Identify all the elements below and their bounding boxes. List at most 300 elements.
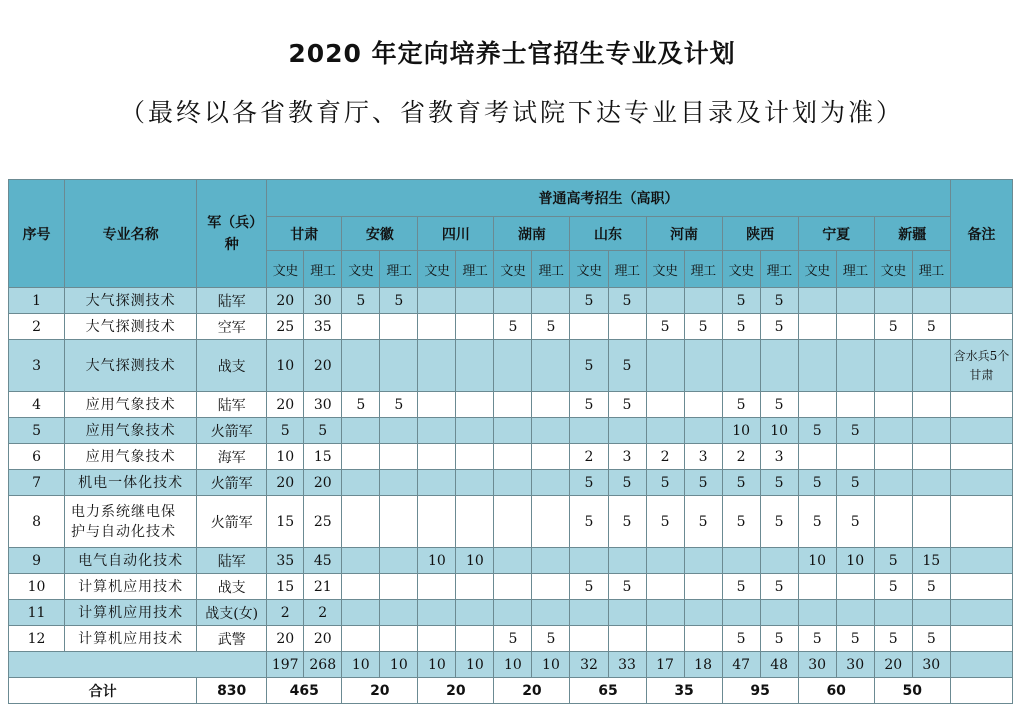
row-quota-cell xyxy=(456,444,494,470)
subtotal-cell: 47 xyxy=(722,652,760,678)
row-quota-cell: 5 xyxy=(760,496,798,548)
row-branch: 空军 xyxy=(197,314,267,340)
row-gansu-li: 2 xyxy=(304,600,342,626)
header-seq: 序号 xyxy=(9,180,65,288)
total-province: 60 xyxy=(798,678,874,704)
row-quota-cell: 5 xyxy=(912,574,950,600)
header-subject-li: 理工 xyxy=(456,251,494,288)
row-quota-cell: 5 xyxy=(722,496,760,548)
row-quota-cell xyxy=(494,574,532,600)
row-remark xyxy=(950,314,1012,340)
row-quota-cell xyxy=(608,548,646,574)
row-quota-cell: 5 xyxy=(570,496,608,548)
subtotal-cell: 32 xyxy=(570,652,608,678)
row-gansu-wen: 20 xyxy=(267,470,304,496)
row-quota-cell xyxy=(646,548,684,574)
row-remark: 含水兵5个甘肃 xyxy=(950,340,1012,392)
row-gansu-wen: 20 xyxy=(267,288,304,314)
row-quota-cell xyxy=(494,470,532,496)
row-quota-cell xyxy=(722,548,760,574)
row-quota-cell xyxy=(646,600,684,626)
row-quota-cell xyxy=(494,288,532,314)
row-quota-cell xyxy=(380,574,418,600)
page-title: 2020 年定向培养士官招生专业及计划 xyxy=(288,39,736,68)
row-major-name: 机电一体化技术 xyxy=(65,470,197,496)
row-quota-cell xyxy=(418,496,456,548)
row-quota-cell: 5 xyxy=(380,288,418,314)
row-quota-cell xyxy=(798,314,836,340)
row-quota-cell xyxy=(646,392,684,418)
row-quota-cell xyxy=(342,470,380,496)
row-quota-cell xyxy=(874,418,912,444)
subtotal-cell: 30 xyxy=(798,652,836,678)
row-major-name: 电气自动化技术 xyxy=(65,548,197,574)
row-quota-cell xyxy=(494,600,532,626)
row-remark xyxy=(950,418,1012,444)
total-gansu: 465 xyxy=(267,678,342,704)
row-branch: 火箭军 xyxy=(197,496,267,548)
row-quota-cell: 5 xyxy=(874,574,912,600)
subtotal-cell: 33 xyxy=(608,652,646,678)
header-subject-li: 理工 xyxy=(608,251,646,288)
row-seq: 12 xyxy=(9,626,65,652)
row-quota-cell: 5 xyxy=(798,496,836,548)
row-quota-cell xyxy=(570,600,608,626)
row-quota-cell xyxy=(418,444,456,470)
row-major-name: 大气探测技术 xyxy=(65,288,197,314)
row-quota-cell xyxy=(684,418,722,444)
row-quota-cell xyxy=(380,418,418,444)
header-subject-wen: 文史 xyxy=(418,251,456,288)
row-branch: 火箭军 xyxy=(197,418,267,444)
row-quota-cell xyxy=(570,314,608,340)
row-quota-cell xyxy=(532,496,570,548)
table-row xyxy=(9,444,1013,470)
header-subject-li: 理工 xyxy=(380,251,418,288)
row-quota-cell xyxy=(418,574,456,600)
row-quota-cell: 10 xyxy=(722,418,760,444)
row-remark xyxy=(950,626,1012,652)
row-quota-cell xyxy=(684,340,722,392)
header-subject-wen: 文史 xyxy=(570,251,608,288)
subtotal-cell: 10 xyxy=(494,652,532,678)
subtotal-cell: 30 xyxy=(836,652,874,678)
row-quota-cell: 5 xyxy=(722,470,760,496)
row-quota-cell: 5 xyxy=(912,314,950,340)
row-quota-cell: 5 xyxy=(760,470,798,496)
row-gansu-li: 5 xyxy=(304,418,342,444)
total-province: 50 xyxy=(874,678,950,704)
row-quota-cell xyxy=(532,444,570,470)
row-seq: 5 xyxy=(9,418,65,444)
row-quota-cell xyxy=(532,574,570,600)
row-quota-cell: 5 xyxy=(722,392,760,418)
row-seq: 7 xyxy=(9,470,65,496)
row-quota-cell: 5 xyxy=(874,626,912,652)
row-quota-cell: 5 xyxy=(608,288,646,314)
row-quota-cell xyxy=(684,600,722,626)
header-remark: 备注 xyxy=(950,180,1012,288)
row-quota-cell xyxy=(456,314,494,340)
row-quota-cell xyxy=(798,288,836,314)
row-quota-cell xyxy=(532,392,570,418)
row-quota-cell: 5 xyxy=(494,626,532,652)
subtotal-gansu-li: 268 xyxy=(304,652,342,678)
subtotal-cell: 10 xyxy=(342,652,380,678)
row-quota-cell: 5 xyxy=(646,470,684,496)
table-row xyxy=(9,288,1013,314)
row-gansu-wen: 5 xyxy=(267,418,304,444)
row-branch: 陆军 xyxy=(197,392,267,418)
row-quota-cell xyxy=(456,496,494,548)
table-row xyxy=(9,418,1013,444)
header-province: 陕西 xyxy=(722,217,798,251)
row-quota-cell xyxy=(912,340,950,392)
row-branch: 陆军 xyxy=(197,548,267,574)
row-quota-cell xyxy=(836,340,874,392)
row-quota-cell: 5 xyxy=(874,314,912,340)
row-gansu-li: 15 xyxy=(304,444,342,470)
table-row xyxy=(9,574,1013,600)
row-quota-cell xyxy=(532,470,570,496)
row-quota-cell xyxy=(912,288,950,314)
header-subject-li: 理工 xyxy=(912,251,950,288)
header-subject-li: 理工 xyxy=(532,251,570,288)
row-branch: 陆军 xyxy=(197,288,267,314)
total-province: 20 xyxy=(494,678,570,704)
header-province: 新疆 xyxy=(874,217,950,251)
row-quota-cell xyxy=(532,548,570,574)
row-quota-cell xyxy=(456,574,494,600)
row-quota-cell xyxy=(684,288,722,314)
header-province: 宁夏 xyxy=(798,217,874,251)
table-body xyxy=(9,288,1013,704)
row-seq: 4 xyxy=(9,392,65,418)
total-province: 65 xyxy=(570,678,646,704)
total-remark-empty xyxy=(950,678,1012,704)
header-province: 湖南 xyxy=(494,217,570,251)
row-quota-cell: 5 xyxy=(532,314,570,340)
header-group: 普通高考招生（高职） xyxy=(267,180,951,217)
table-row xyxy=(9,600,1013,626)
header-subject-li: 理工 xyxy=(836,251,874,288)
row-quota-cell: 5 xyxy=(722,288,760,314)
row-quota-cell: 10 xyxy=(456,548,494,574)
row-gansu-li: 30 xyxy=(304,288,342,314)
row-quota-cell xyxy=(798,444,836,470)
row-quota-cell: 5 xyxy=(836,470,874,496)
row-seq: 3 xyxy=(9,340,65,392)
total-province: 95 xyxy=(722,678,798,704)
row-quota-cell xyxy=(418,392,456,418)
enrollment-plan-table xyxy=(8,179,1013,704)
header-subject-wen: 文史 xyxy=(646,251,684,288)
row-quota-cell xyxy=(912,600,950,626)
row-quota-cell xyxy=(836,574,874,600)
row-quota-cell xyxy=(874,340,912,392)
row-quota-cell xyxy=(646,340,684,392)
row-quota-cell xyxy=(342,340,380,392)
row-quota-cell: 5 xyxy=(836,626,874,652)
row-quota-cell: 5 xyxy=(722,626,760,652)
row-quota-cell: 2 xyxy=(646,444,684,470)
row-quota-cell: 3 xyxy=(760,444,798,470)
row-quota-cell xyxy=(646,418,684,444)
row-quota-cell xyxy=(760,340,798,392)
row-quota-cell: 5 xyxy=(798,418,836,444)
row-quota-cell: 5 xyxy=(342,392,380,418)
row-quota-cell xyxy=(380,444,418,470)
row-quota-cell xyxy=(456,288,494,314)
row-quota-cell xyxy=(418,418,456,444)
row-quota-cell: 10 xyxy=(418,548,456,574)
row-quota-cell: 5 xyxy=(760,288,798,314)
row-quota-cell: 2 xyxy=(722,444,760,470)
row-quota-cell xyxy=(836,444,874,470)
row-quota-cell xyxy=(874,444,912,470)
row-quota-cell: 10 xyxy=(836,548,874,574)
row-quota-cell xyxy=(912,418,950,444)
row-quota-cell xyxy=(342,314,380,340)
row-quota-cell: 5 xyxy=(684,470,722,496)
subtotal-cell: 10 xyxy=(456,652,494,678)
row-branch: 战支(女) xyxy=(197,600,267,626)
row-quota-cell xyxy=(494,340,532,392)
row-quota-cell xyxy=(532,418,570,444)
header-subject-wen: 文史 xyxy=(722,251,760,288)
table-row xyxy=(9,392,1013,418)
row-branch: 海军 xyxy=(197,444,267,470)
row-quota-cell xyxy=(722,340,760,392)
row-remark xyxy=(950,470,1012,496)
row-branch: 战支 xyxy=(197,340,267,392)
row-quota-cell xyxy=(874,600,912,626)
row-gansu-li: 20 xyxy=(304,470,342,496)
row-quota-cell xyxy=(456,600,494,626)
table-row xyxy=(9,548,1013,574)
row-quota-cell: 5 xyxy=(380,392,418,418)
row-quota-cell xyxy=(380,626,418,652)
row-quota-cell xyxy=(760,548,798,574)
row-quota-cell xyxy=(456,392,494,418)
row-quota-cell: 5 xyxy=(836,496,874,548)
row-gansu-wen: 35 xyxy=(267,548,304,574)
row-quota-cell xyxy=(836,392,874,418)
row-quota-cell: 5 xyxy=(570,574,608,600)
row-gansu-wen: 20 xyxy=(267,392,304,418)
row-quota-cell: 5 xyxy=(874,548,912,574)
row-quota-cell: 5 xyxy=(760,574,798,600)
row-quota-cell xyxy=(608,600,646,626)
subtotal-cell: 30 xyxy=(912,652,950,678)
row-major-name: 大气探测技术 xyxy=(65,314,197,340)
row-quota-cell: 5 xyxy=(608,340,646,392)
row-gansu-li: 45 xyxy=(304,548,342,574)
row-remark xyxy=(950,288,1012,314)
row-quota-cell xyxy=(798,392,836,418)
header-province: 甘肃 xyxy=(267,217,342,251)
total-province: 20 xyxy=(342,678,418,704)
header-subject-wen: 文史 xyxy=(267,251,304,288)
row-quota-cell xyxy=(342,548,380,574)
row-gansu-li: 25 xyxy=(304,496,342,548)
row-quota-cell: 5 xyxy=(760,392,798,418)
row-gansu-li: 30 xyxy=(304,392,342,418)
row-seq: 1 xyxy=(9,288,65,314)
row-quota-cell xyxy=(380,496,418,548)
row-quota-cell: 5 xyxy=(684,314,722,340)
row-quota-cell: 2 xyxy=(570,444,608,470)
row-quota-cell xyxy=(760,600,798,626)
row-quota-cell: 5 xyxy=(798,626,836,652)
row-quota-cell xyxy=(608,418,646,444)
row-quota-cell: 5 xyxy=(532,626,570,652)
row-quota-cell xyxy=(646,626,684,652)
row-gansu-li: 35 xyxy=(304,314,342,340)
row-quota-cell xyxy=(532,340,570,392)
row-quota-cell xyxy=(494,392,532,418)
row-quota-cell xyxy=(342,444,380,470)
subtotal-gansu-wen: 197 xyxy=(267,652,304,678)
row-quota-cell xyxy=(646,288,684,314)
row-quota-cell xyxy=(798,600,836,626)
row-seq: 6 xyxy=(9,444,65,470)
header-subject-wen: 文史 xyxy=(874,251,912,288)
header-province: 四川 xyxy=(418,217,494,251)
row-gansu-wen: 15 xyxy=(267,574,304,600)
row-gansu-wen: 20 xyxy=(267,626,304,652)
row-quota-cell: 5 xyxy=(760,626,798,652)
row-quota-cell xyxy=(342,600,380,626)
row-quota-cell xyxy=(570,418,608,444)
row-quota-cell xyxy=(418,626,456,652)
subtotal-empty xyxy=(9,652,267,678)
row-quota-cell: 5 xyxy=(570,288,608,314)
subtotal-remark-empty xyxy=(950,652,1012,678)
row-seq: 11 xyxy=(9,600,65,626)
row-quota-cell: 5 xyxy=(570,470,608,496)
row-quota-cell xyxy=(456,470,494,496)
row-quota-cell: 10 xyxy=(760,418,798,444)
row-quota-cell xyxy=(874,496,912,548)
row-quota-cell: 5 xyxy=(722,314,760,340)
table-row xyxy=(9,626,1013,652)
row-quota-cell xyxy=(380,314,418,340)
table-row xyxy=(9,496,1013,548)
header-subject-wen: 文史 xyxy=(342,251,380,288)
row-quota-cell: 5 xyxy=(912,626,950,652)
row-quota-cell xyxy=(342,574,380,600)
row-remark xyxy=(950,600,1012,626)
row-quota-cell: 3 xyxy=(608,444,646,470)
row-quota-cell xyxy=(874,288,912,314)
row-quota-cell: 5 xyxy=(570,392,608,418)
row-quota-cell: 5 xyxy=(798,470,836,496)
row-gansu-li: 21 xyxy=(304,574,342,600)
row-branch: 火箭军 xyxy=(197,470,267,496)
row-quota-cell xyxy=(418,470,456,496)
row-quota-cell xyxy=(570,548,608,574)
row-quota-cell xyxy=(418,600,456,626)
row-quota-cell xyxy=(456,418,494,444)
header-subject-li: 理工 xyxy=(684,251,722,288)
table-row xyxy=(9,314,1013,340)
row-gansu-li: 20 xyxy=(304,340,342,392)
row-quota-cell xyxy=(722,600,760,626)
row-major-name: 计算机应用技术 xyxy=(65,600,197,626)
row-quota-cell xyxy=(836,288,874,314)
row-quota-cell xyxy=(494,496,532,548)
row-quota-cell xyxy=(494,444,532,470)
row-branch: 武警 xyxy=(197,626,267,652)
row-quota-cell xyxy=(418,314,456,340)
row-quota-cell xyxy=(684,548,722,574)
header-subject-wen: 文史 xyxy=(798,251,836,288)
row-quota-cell xyxy=(912,444,950,470)
row-quota-cell xyxy=(342,626,380,652)
row-quota-cell xyxy=(494,418,532,444)
row-quota-cell xyxy=(342,418,380,444)
row-quota-cell xyxy=(532,288,570,314)
header-province: 河南 xyxy=(646,217,722,251)
row-quota-cell xyxy=(912,470,950,496)
row-quota-cell xyxy=(684,392,722,418)
row-remark xyxy=(950,548,1012,574)
row-quota-cell: 10 xyxy=(798,548,836,574)
row-quota-cell: 5 xyxy=(760,314,798,340)
row-quota-cell: 5 xyxy=(608,392,646,418)
subtotal-cell: 17 xyxy=(646,652,684,678)
row-major-name: 电力系统继电保护与自动化技术 xyxy=(65,496,197,548)
row-branch: 战支 xyxy=(197,574,267,600)
row-major-name: 计算机应用技术 xyxy=(65,626,197,652)
subtotal-row xyxy=(9,652,1013,678)
subtotal-cell: 18 xyxy=(684,652,722,678)
row-gansu-li: 20 xyxy=(304,626,342,652)
subtotal-cell: 10 xyxy=(380,652,418,678)
row-quota-cell xyxy=(836,600,874,626)
row-remark xyxy=(950,444,1012,470)
row-quota-cell xyxy=(418,288,456,314)
subtotal-cell: 10 xyxy=(532,652,570,678)
header-province: 安徽 xyxy=(342,217,418,251)
row-quota-cell: 5 xyxy=(570,340,608,392)
row-quota-cell xyxy=(798,574,836,600)
row-quota-cell: 3 xyxy=(684,444,722,470)
table-row xyxy=(9,340,1013,392)
row-quota-cell: 5 xyxy=(836,418,874,444)
row-quota-cell: 5 xyxy=(608,470,646,496)
row-quota-cell: 5 xyxy=(494,314,532,340)
row-quota-cell xyxy=(912,392,950,418)
row-quota-cell xyxy=(456,340,494,392)
row-quota-cell xyxy=(380,548,418,574)
row-gansu-wen: 10 xyxy=(267,340,304,392)
row-quota-cell xyxy=(342,496,380,548)
total-label: 合计 xyxy=(9,678,197,704)
row-quota-cell xyxy=(456,626,494,652)
header-row-group xyxy=(9,180,1013,217)
row-gansu-wen: 2 xyxy=(267,600,304,626)
table-row xyxy=(9,470,1013,496)
subtotal-cell: 10 xyxy=(418,652,456,678)
row-quota-cell: 5 xyxy=(722,574,760,600)
row-quota-cell xyxy=(836,314,874,340)
row-seq: 2 xyxy=(9,314,65,340)
row-quota-cell xyxy=(874,470,912,496)
row-quota-cell xyxy=(874,392,912,418)
row-major-name: 应用气象技术 xyxy=(65,444,197,470)
